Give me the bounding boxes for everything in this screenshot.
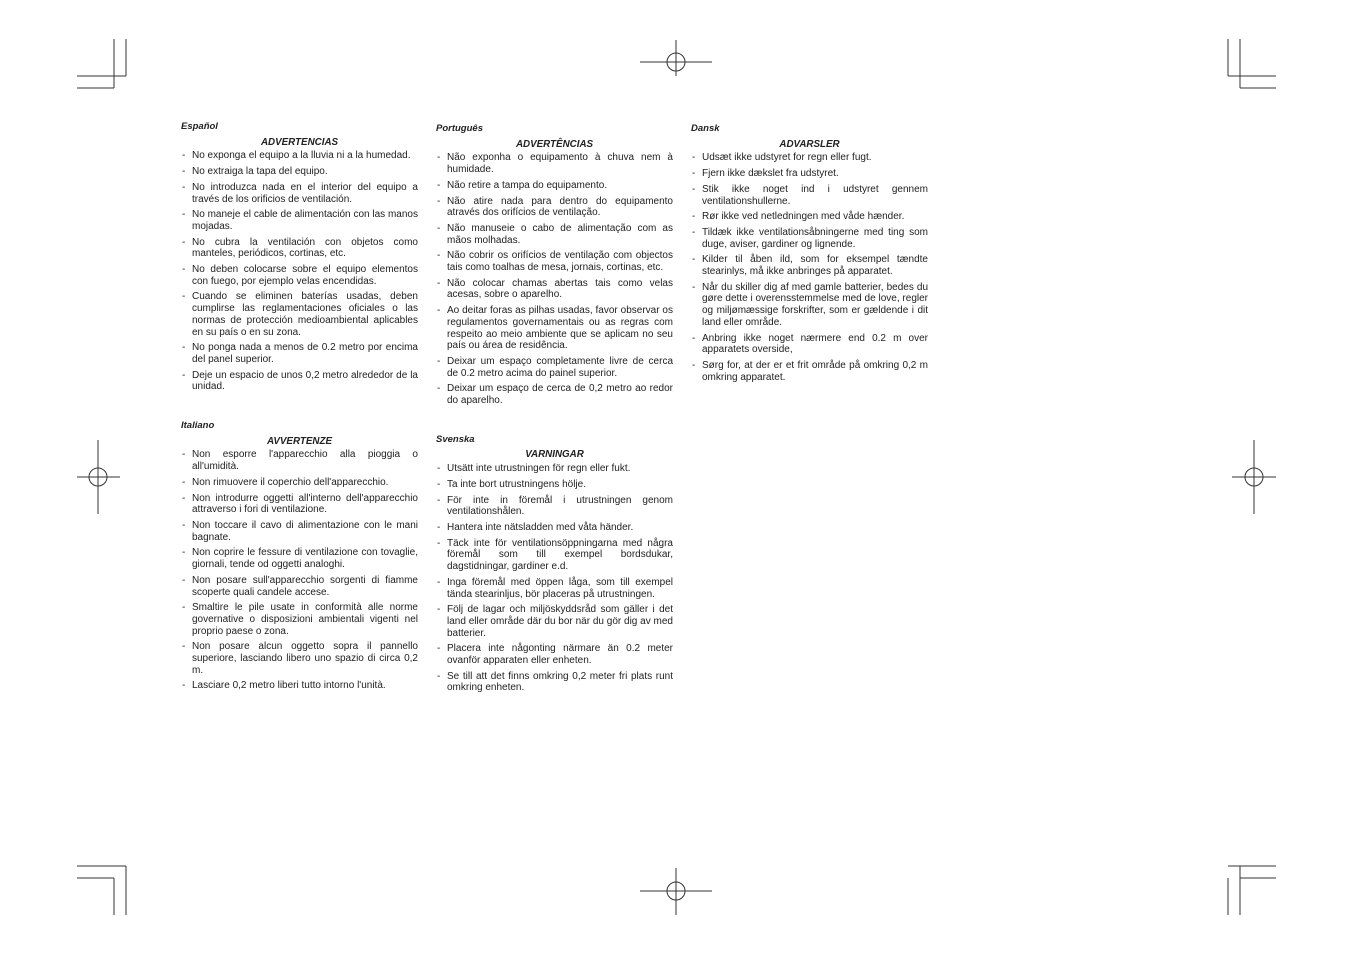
warning-item: - Non introdurre oggetti all'interno dell'apparecchio attraverso i fori di ventilazione. <box>181 493 418 516</box>
column-2 <box>436 123 673 698</box>
warning-item: - Não atire nada para dentro do equipamento através dos orifícios de ventilação. <box>436 196 673 219</box>
warning-item: - Utsätt inte utrustningen för regn eller fukt. <box>436 463 673 475</box>
warnings-list <box>181 150 418 393</box>
warning-item: - No extraiga la tapa del equipo. <box>181 166 418 178</box>
warning-item: - Cuando se eliminen baterías usadas, deben cumplirse las reglamentaciones oficiales o las normas de protección medioambiental aplicables en su país o en su zona. <box>181 291 418 338</box>
warnings-list <box>691 152 928 383</box>
warning-item: - Deixar um espaço de cerca de 0,2 metro ao redor do aparelho. <box>436 383 673 406</box>
warning-item: - Når du skiller dig af med gamle batterier, bedes du gøre dette i overensstemmelse med de love, regler og miljømæssige forskrifter, som er gældende i dit land eller område. <box>691 282 928 329</box>
warning-item: - Udsæt ikke udstyret for regn eller fugt. <box>691 152 928 164</box>
warnings-heading: ADVERTENCIAS <box>260 136 339 148</box>
warning-item: - Följ de lagar och miljöskyddsråd som gäller i det land eller område där du bor när du gör dig av med batterier. <box>436 604 673 639</box>
warning-item: - Täck inte för ventilationsöppningarna med några föremål som till exempel bordsdukar, dagstidningar, gardiner e.d. <box>436 538 673 573</box>
warning-item: - Ao deitar foras as pilhas usadas, favor observar os regulamentos governamentais ou as regras com respeito ao meio ambiente que se aplicam no seu país ou área de residência. <box>436 305 673 352</box>
warnings-heading: ADVARSLER <box>779 138 840 150</box>
warnings-list <box>436 152 673 406</box>
warning-item: - Hantera inte nätsladden med våta händer. <box>436 522 673 534</box>
warning-item: - No introduzca nada en el interior del equipo a través de los orificios de ventilación. <box>181 182 418 205</box>
warnings-heading: VARNINGAR <box>525 449 584 461</box>
warning-item: - Anbring ikke noget nærmere end 0.2 m over apparatets overside, <box>691 333 928 356</box>
warning-item: - Non posare alcun oggetto sopra il pannello superiore, lasciando libero uno spazio di circa 0,2 m. <box>181 641 418 676</box>
warning-item: - Non posare sull'apparecchio sorgenti di fiamme scoperte quali candele accese. <box>181 575 418 598</box>
section-portugues <box>436 123 673 407</box>
warnings-heading: ADVERTÊNCIAS <box>515 138 594 150</box>
warning-item: - Non rimuovere il coperchio dell'apparecchio. <box>181 477 418 489</box>
warning-item: - No cubra la ventilación con objetos como manteles, periódicos, cortinas, etc. <box>181 237 418 260</box>
column-1 <box>181 121 418 696</box>
warning-item: - Não retire a tampa do equipamento. <box>436 180 673 192</box>
warning-item: - Não exponha o equipamento à chuva nem à humidade. <box>436 152 673 175</box>
language-title: Português <box>436 123 483 134</box>
warnings-list <box>181 449 418 692</box>
section-dansk <box>691 123 928 383</box>
warning-item: - Não colocar chamas abertas tais como velas acesas, sobre o aparelho. <box>436 278 673 301</box>
warning-item: - För inte in föremål i utrustningen genom ventilationshålen. <box>436 495 673 518</box>
warning-item: - Lasciare 0,2 metro liberi tutto intorno l'unità. <box>181 680 418 692</box>
warning-item: - Sørg for, at der er et frit område på omkring 0,2 m omkring apparatet. <box>691 360 928 383</box>
warning-item: - Deje un espacio de unos 0,2 metro alrededor de la unidad. <box>181 370 418 393</box>
section-svenska <box>436 434 673 694</box>
language-title: Italiano <box>181 420 215 432</box>
warning-item: - Ta inte bort utrustningens hölje. <box>436 479 673 491</box>
warning-item: - No maneje el cable de alimentación con las manos mojadas. <box>181 209 418 232</box>
language-title: Svenska <box>436 433 475 445</box>
warning-item: - Não manuseie o cabo de alimentação com as mãos molhadas. <box>436 223 673 246</box>
warning-item: - Stik ikke noget ind i udstyret gennem ventilationshullerne. <box>691 184 928 207</box>
warning-item: - Non toccare il cavo di alimentazione con le mani bagnate. <box>181 520 418 543</box>
warning-item: - Tildæk ikke ventilationsåbningerne med ting som duge, aviser, gardiner og lignende. <box>691 227 928 250</box>
warnings-list <box>436 463 673 694</box>
warning-item: - Kilder til åben ild, som for eksempel tændte stearinlys, må ikke anbringes på apparatet. <box>691 254 928 277</box>
warning-item: - Se till att det finns omkring 0,2 meter fri plats runt omkring enheten. <box>436 671 673 694</box>
warning-item: - No exponga el equipo a la lluvia ni a la humedad. <box>181 150 418 162</box>
language-title: Dansk <box>691 123 720 134</box>
warning-item: - Inga föremål med öppen låga, som till exempel tända stearinljus, bör placeras på utrustningen. <box>436 577 673 600</box>
warning-item: - Rør ikke ved netledningen med våde hænder. <box>691 211 928 223</box>
warning-item: - Non esporre l'apparecchio alla pioggia o all'umidità. <box>181 449 418 472</box>
warning-item: - Non coprire le fessure di ventilazione con tovaglie, giornali, tende od oggetti analoghi. <box>181 547 418 570</box>
warning-item: - No ponga nada a menos de 0.2 metro por encima del panel superior. <box>181 342 418 365</box>
warning-item: - Não cobrir os orifícios de ventilação com objectos tais como toalhas de mesa, jornais, cortinas, etc. <box>436 250 673 273</box>
section-espanol <box>181 121 418 393</box>
warning-item: - No deben colocarse sobre el equipo elementos con fuego, por ejemplo velas encendidas. <box>181 264 418 287</box>
warning-item: - Deixar um espaço completamente livre de cerca de 0.2 metro acima do painel superior. <box>436 356 673 379</box>
section-italiano <box>181 420 418 692</box>
column-3 <box>691 123 928 387</box>
warnings-heading: AVVERTENZE <box>267 435 332 447</box>
warning-item: - Placera inte någonting närmare än 0.2 meter ovanför apparaten eller enheten. <box>436 643 673 666</box>
warning-item: - Fjern ikke dækslet fra udstyret. <box>691 168 928 180</box>
language-title: Español <box>181 121 218 132</box>
warning-item: - Smaltire le pile usate in conformità alle norme governative o disposizioni ambientali vigenti nel proprio paese o zona. <box>181 602 418 637</box>
